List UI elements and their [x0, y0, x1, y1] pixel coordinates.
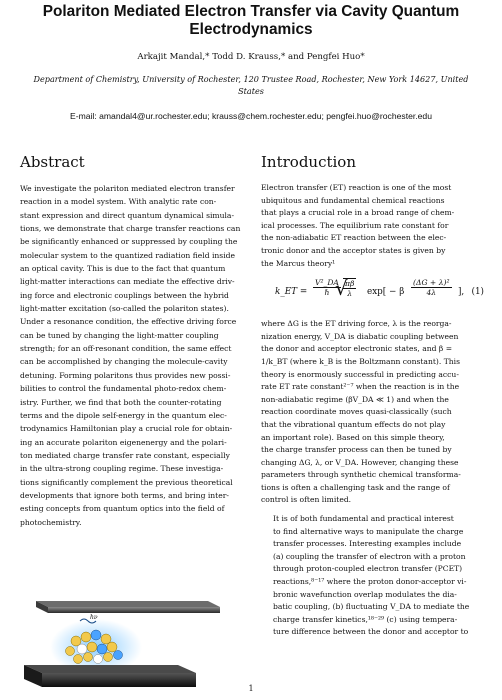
- intro-line: that plays a crucial role in a broad range of chem-: [261, 208, 455, 218]
- intro-line: batic coupling, (b) fluctuating V_DA to mediate the: [273, 602, 470, 612]
- abstract-heading: Abstract: [20, 153, 85, 171]
- marcus-equation: [261, 274, 482, 314]
- intro-line: through proton-coupled electron transfer (PCET): [273, 564, 463, 574]
- top-mirror-surface: [36, 601, 220, 607]
- abstract-line: reaction in a model system. With analytic rate con-: [20, 197, 217, 207]
- abstract-line: stant expression and direct quantum dynamical simula-: [20, 210, 235, 220]
- abstract-line: tions, we demonstrate that charge transfer reactions can: [20, 224, 241, 234]
- equation-fraction-vda: V²_DA ℏ: [315, 278, 339, 298]
- introduction-section: [261, 150, 482, 639]
- equation-lhs: k_ET =: [275, 287, 308, 298]
- intro-line: rate ET rate constant²⁻⁷ when the reaction is in the: [261, 382, 460, 392]
- intro-line: ical processes. The equilibrium rate constant for: [261, 220, 449, 230]
- abstract-line: molecular system to the quantized radiation field inside: [20, 250, 235, 260]
- intro-line: ubiquitous and fundamental chemical reactions: [261, 195, 445, 205]
- intro-line: changing ΔG, λ, or V_DA. However, changing these: [261, 457, 459, 467]
- intro-line: tronic donor and the acceptor states is given by: [261, 245, 446, 255]
- abstract-line: ton mediated charge transfer rate constant, especially: [20, 450, 230, 460]
- equation-fraction-dg: $\frac{\text{(ΔG + λ)²}}{4\lambda}$: [413, 278, 450, 298]
- equation-close: ],: [458, 287, 465, 298]
- photon-label: hν: [90, 614, 98, 621]
- abstract-line: bilities to control the fundamental photo-redox chem-: [20, 384, 227, 394]
- abstract-line: in the ultra-strong coupling regime. These investiga-: [20, 464, 224, 474]
- author-list: Arkajit Mandal,* Todd D. Krauss,* and Pengfei Huo*: [137, 52, 365, 62]
- top-mirror-front: [48, 607, 220, 613]
- abstract-line: esting concepts from quantum optics into the field of: [20, 504, 225, 514]
- abstract-line: an optical cavity. This is due to the fact that quantum: [20, 264, 226, 274]
- intro-line: the donor and acceptor electronic states, and β =: [261, 344, 453, 354]
- abstract-line: istry. Further, we find that both the counter-rotating: [20, 397, 222, 407]
- intro-line: an important role). Based on this simple theory,: [261, 432, 445, 442]
- abstract-line: be significantly enhanced or suppressed by coupling the: [20, 237, 238, 247]
- abstract-line: terms and the dipole self-energy in the quantum elec-: [20, 410, 227, 420]
- abstract-line: trodynamics Hamiltonian play a crucial role for obtain-: [20, 424, 233, 434]
- cavity-figure: [20, 597, 220, 687]
- intro-line: tions is often a challenging task and the range of: [261, 482, 450, 492]
- intro-line: (a) coupling the transfer of electron with a proton: [273, 551, 466, 561]
- intro-line: reaction coordinate moves quasi-classically (such: [261, 407, 452, 417]
- equation-number: (1): [471, 287, 484, 298]
- page-number: 1: [248, 684, 254, 693]
- intro-line: the Marcus theory¹: [261, 258, 336, 268]
- abstract-line: ing an accurate polariton eigenenergy and the polari-: [20, 437, 227, 447]
- abstract-line: developments that ignore both terms, and bring inter-: [20, 490, 229, 500]
- intro-paragraph-2: [261, 318, 482, 507]
- abstract-section: [20, 150, 251, 529]
- intro-line: to find alternative ways to manipulate the charge: [273, 526, 464, 536]
- intro-line: nization energy, V_DA is diabatic coupling between: [261, 331, 459, 341]
- abstract-line: ing force and electronic couplings between the hybrid: [20, 290, 229, 300]
- intro-line: where ΔG is the ET driving force, λ is the reorga-: [261, 319, 452, 329]
- intro-line: Electron transfer (ET) reaction is one of the most: [261, 183, 452, 192]
- bottom-mirror-surface: [24, 665, 196, 673]
- abstract-line: detuning. Forming polaritons thus provides new possi-: [20, 370, 231, 380]
- intro-line: the charge transfer process can then be tuned by: [261, 445, 452, 455]
- paper-title: Polariton Mediated Electron Transfer via Cavity Quantum Electrodynamics: [42, 3, 460, 38]
- intro-line: transfer processes. Interesting examples include: [273, 539, 462, 549]
- abstract-line: can be tuned by changing the light-matter coupling: [20, 330, 219, 340]
- abstract-line: photochemistry.: [20, 517, 82, 527]
- intro-line: that the vibrational quantum effects do not play: [261, 419, 446, 429]
- abstract-body: [20, 182, 251, 529]
- abstract-line: Under a resonance condition, the effective driving force: [20, 317, 237, 327]
- intro-line: control is often limited.: [261, 495, 352, 505]
- introduction-heading: Introduction: [261, 153, 356, 171]
- intro-line: 1/k_BT (where k_B is the Boltzmann constant). This: [261, 356, 460, 366]
- abstract-line: strength; for an off-resonant condition, the same effect: [20, 344, 232, 354]
- abstract-line: tions significantly complement the previous theoretical: [20, 477, 233, 487]
- intro-line: the non-adiabatic ET reaction between the elec-: [261, 233, 447, 243]
- affiliation: Department of Chemistry, University of Rochester, 120 Trustee Road, Rochester, New York 14627, United States: [33, 74, 469, 96]
- intro-line: parameters through synthetic chemical transforma-: [261, 470, 461, 480]
- intro-paragraph-1: [261, 182, 482, 270]
- abstract-line: light-matter interactions can mediate the effective driv-: [20, 277, 235, 287]
- intro-line: It is of both fundamental and practical interest: [273, 514, 454, 524]
- intro-line: ture difference between the donor and acceptor to: [273, 627, 469, 637]
- intro-line: non-adiabatic regime (βV_DA ≪ 1) and when the: [261, 394, 449, 404]
- abstract-line: We investigate the polariton mediated electron transfer: [20, 184, 235, 193]
- intro-line: reactions,⁸⁻¹⁷ where the proton donor-acceptor vi-: [273, 577, 467, 587]
- abstract-line: can be accomplished by changing the molecule-cavity: [20, 357, 228, 367]
- abstract-line: light-matter excitation (so-called the polariton states).: [20, 304, 229, 314]
- intro-line: bronic wavefunction overlap modulates the dia-: [273, 589, 457, 599]
- intro-line: theory is enormously successful in predicting accu-: [261, 369, 459, 379]
- intro-line: charge transfer kinetics,¹⁸⁻²⁹ (c) using tempera-: [273, 614, 458, 624]
- equation-exp: exp[ − β: [367, 287, 405, 298]
- intro-paragraph-3: [261, 513, 482, 639]
- email-line: E-mail: amandal4@ur.rochester.edu; krauss@chem.rochester.edu; pengfei.huo@rochester.edu: [69, 111, 432, 121]
- equation-sqrt: √ πβ λ: [335, 276, 355, 301]
